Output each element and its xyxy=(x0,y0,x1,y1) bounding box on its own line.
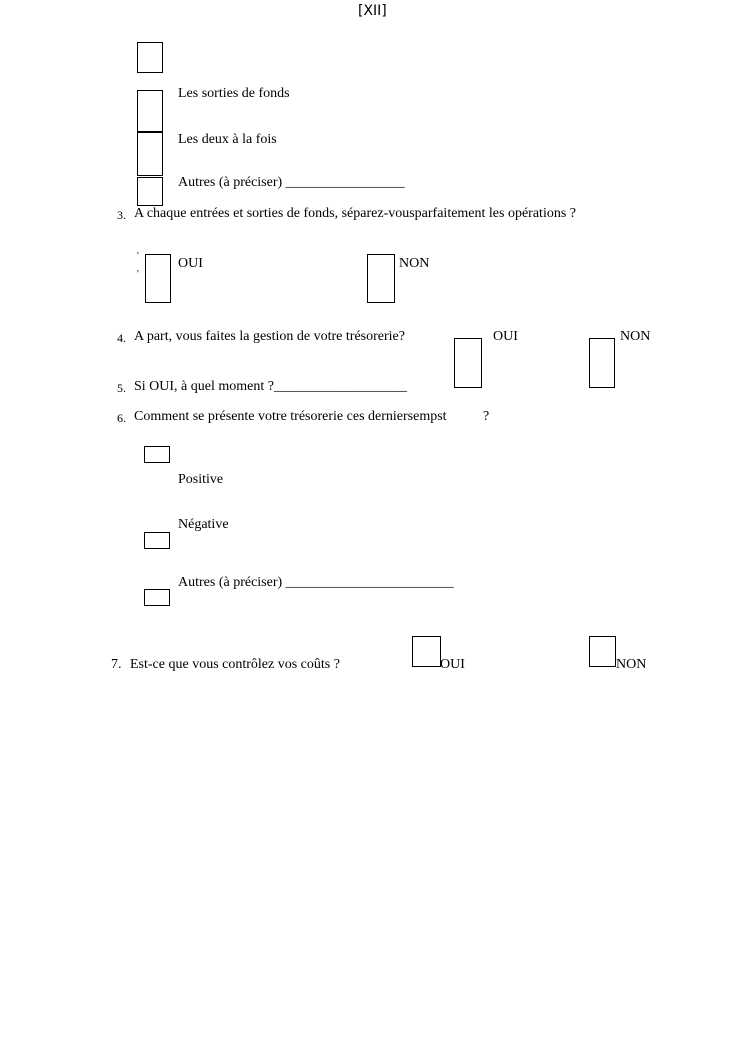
q7-oui-label: OUI xyxy=(440,657,465,672)
checkbox-q6-negative[interactable] xyxy=(144,532,170,549)
checkbox-q4-oui[interactable] xyxy=(454,338,482,388)
checkbox-q6-positive[interactable] xyxy=(144,446,170,463)
option-deux-label: Les deux à la fois xyxy=(178,132,277,147)
q3-number: 3. xyxy=(117,208,126,222)
checkbox-q3-non[interactable] xyxy=(367,254,395,303)
checkbox-q6-autres[interactable] xyxy=(144,589,170,606)
q3-oui-label: OUI xyxy=(178,256,203,271)
q3-text: A chaque entrées et sorties de fonds, séparez-vousparfaitement les opérations ? xyxy=(134,206,576,221)
q5-text: Si OUI, à quel moment ?___________________ xyxy=(134,379,407,394)
checkbox-q2-autres[interactable] xyxy=(137,177,163,206)
q6-number: 6. xyxy=(117,411,126,425)
q4-non-label: NON xyxy=(620,329,651,344)
checkbox-q7-non[interactable] xyxy=(589,636,616,667)
checkbox-q3-oui[interactable] xyxy=(145,254,171,303)
checkbox-q2-previous[interactable] xyxy=(137,42,163,73)
q6-text: Comment se présente votre trésorerie ces derniersempst xyxy=(134,409,447,424)
q5-number: 5. xyxy=(117,381,126,395)
q7-non-label: NON xyxy=(616,657,647,672)
tick-mark: ' xyxy=(137,269,139,280)
q7-number: 7. xyxy=(111,657,122,672)
q4-oui-label: OUI xyxy=(493,329,518,344)
checkbox-q7-oui[interactable] xyxy=(412,636,441,667)
checkbox-q4-non[interactable] xyxy=(589,338,615,388)
q4-number: 4. xyxy=(117,331,126,345)
q6-question-mark: ? xyxy=(483,409,490,424)
tick-mark: ' xyxy=(137,251,139,262)
checkbox-q2-deux[interactable] xyxy=(137,132,163,176)
q3-non-label: NON xyxy=(399,256,430,271)
q7-text: Est-ce que vous contrôlez vos coûts ? xyxy=(130,657,340,672)
option-autres-label: Autres (à préciser) _________________ xyxy=(178,175,405,190)
q6-autres-label: Autres (à préciser) ________________________ xyxy=(178,575,454,590)
q6-negative-label: Négative xyxy=(178,517,229,532)
page-header: [XII] xyxy=(358,3,387,19)
option-sorties-label: Les sorties de fonds xyxy=(178,86,290,101)
checkbox-q2-sorties[interactable] xyxy=(137,90,163,132)
q6-positive-label: Positive xyxy=(178,472,224,487)
q4-text: A part, vous faites la gestion de votre trésorerie? xyxy=(134,329,405,344)
